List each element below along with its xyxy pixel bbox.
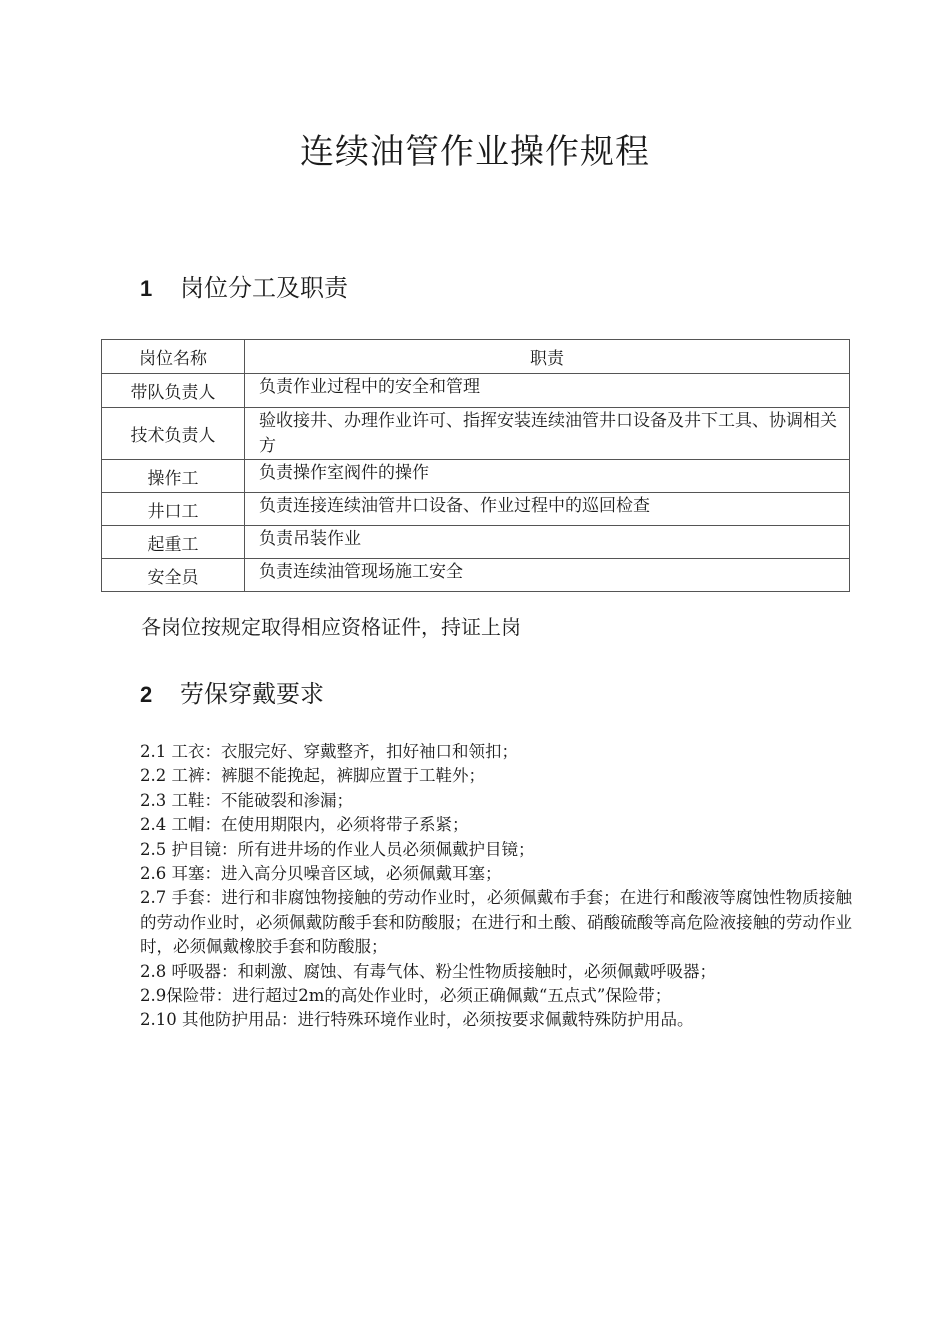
section-2-number: 2 bbox=[140, 682, 153, 707]
table-row bbox=[102, 374, 850, 408]
duty-cell: 负责操作室阀件的操作 bbox=[245, 460, 850, 493]
section-2-heading bbox=[140, 678, 324, 711]
table-row bbox=[102, 493, 850, 526]
document-title: 连续油管作业操作规程 bbox=[300, 132, 650, 172]
duty-cell: 负责吊装作业 bbox=[245, 526, 850, 559]
duty-cell: 验收接井、办理作业许可、指挥安装连续油管井口设备及井下工具、协调相关方 bbox=[245, 408, 850, 460]
role-cell: 带队负责人 bbox=[102, 374, 245, 408]
duty-table bbox=[101, 339, 850, 592]
role-cell: 起重工 bbox=[102, 526, 245, 559]
ppe-requirements-list bbox=[140, 740, 852, 1033]
list-item: 2.9保险带：进行超过2m的高处作业时，必须正确佩戴“五点式”保险带； bbox=[140, 986, 672, 1006]
certification-note: 各岗位按规定取得相应资格证件，持证上岗 bbox=[141, 615, 521, 639]
role-cell: 安全员 bbox=[102, 559, 245, 592]
list-item: 2.10 其他防护用品：进行特殊环境作业时，必须按要求佩戴特殊防护用品。 bbox=[140, 1010, 694, 1030]
list-item: 2.2 工裤：裤腿不能挽起，裤脚应置于工鞋外； bbox=[140, 766, 485, 786]
list-item: 2.8 呼吸器：和刺激、腐蚀、有毒气体、粉尘性物质接触时，必须佩戴呼吸器； bbox=[140, 961, 716, 981]
list-item: 2.6 耳塞：进入高分贝噪音区域，必须佩戴耳塞； bbox=[140, 864, 502, 884]
role-cell: 技术负责人 bbox=[102, 408, 245, 460]
header-duty: 职责 bbox=[245, 340, 850, 374]
duty-cell: 负责连接连续油管井口设备、作业过程中的巡回检查 bbox=[245, 493, 850, 526]
section-1-number: 1 bbox=[140, 276, 153, 301]
duty-cell: 负责作业过程中的安全和管理 bbox=[245, 374, 850, 408]
table-row bbox=[102, 559, 850, 592]
table-row bbox=[102, 460, 850, 493]
list-item: 2.7 手套：进行和非腐蚀物接触的劳动作业时，必须佩戴布手套；在进行和酸液等腐蚀性物质接触的劳动作业时，必须佩戴防酸手套和防酸服；在进行和土酸、硝酸硫酸等高危险液接触的劳动作业时，必须佩戴橡胶手套和防酸服； bbox=[140, 888, 852, 957]
role-cell: 操作工 bbox=[102, 460, 245, 493]
duty-cell: 负责连续油管现场施工安全 bbox=[245, 559, 850, 592]
section-2-title: 劳保穿戴要求 bbox=[180, 680, 324, 708]
table-row bbox=[102, 408, 850, 460]
table-header-row bbox=[102, 340, 850, 374]
list-item: 2.3 工鞋：不能破裂和渗漏； bbox=[140, 790, 353, 810]
header-role: 岗位名称 bbox=[102, 340, 245, 374]
section-1-heading bbox=[140, 272, 348, 305]
table-row bbox=[102, 526, 850, 559]
role-cell: 井口工 bbox=[102, 493, 245, 526]
list-item: 2.4 工帽：在使用期限内，必须将带子系紧； bbox=[140, 815, 469, 835]
section-1-title: 岗位分工及职责 bbox=[180, 274, 348, 302]
list-item: 2.1 工衣：衣服完好、穿戴整齐，扣好袖口和领扣； bbox=[140, 742, 518, 761]
list-item: 2.5 护目镜：所有进井场的作业人员必须佩戴护目镜； bbox=[140, 839, 535, 859]
